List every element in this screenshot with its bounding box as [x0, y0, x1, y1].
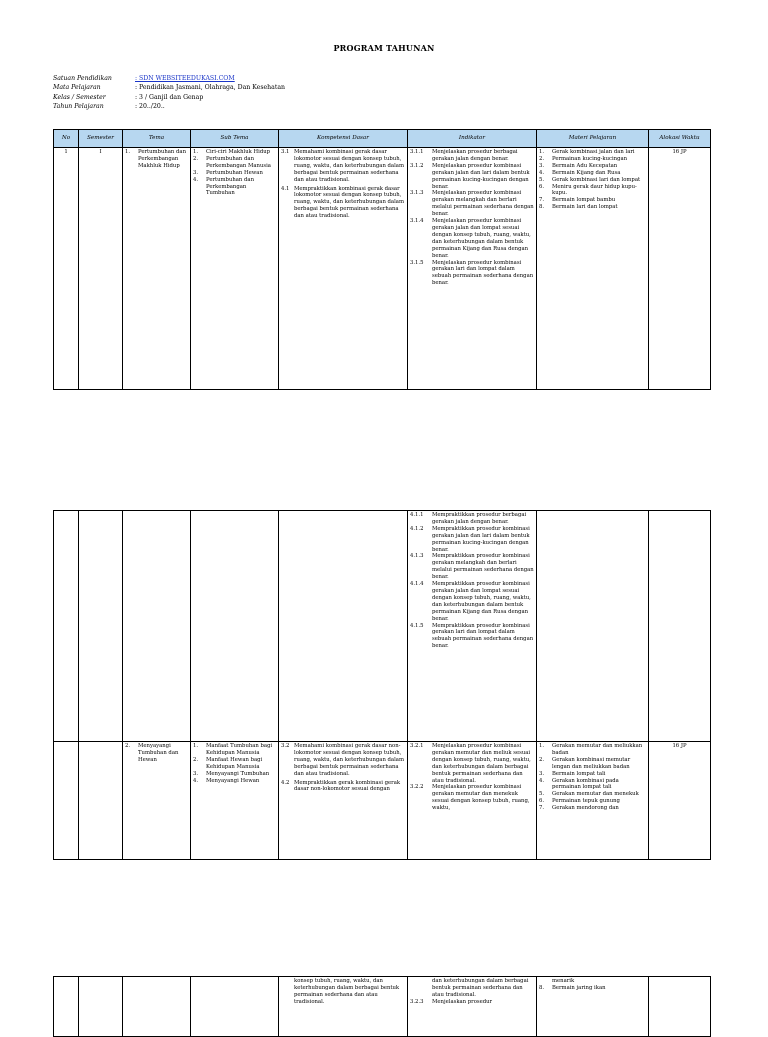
item-text: Manfaat Tumbuhan bagi Kehidupan Manusia: [206, 743, 273, 756]
list-item: [410, 260, 534, 288]
item-number: 3.2.1: [410, 743, 424, 749]
item-text: Menjelaskan prosedur kombinasi gerakan lari dan lompat dalam sebuah permainan sederhana dengan benar.: [432, 259, 534, 287]
item-number: [539, 978, 552, 985]
list-item: [539, 197, 646, 204]
cell-tema: [123, 511, 191, 742]
list-item: [281, 743, 405, 778]
item-text: Menjelaskan prosedur kombinasi gerakan memutar dan menekuk sesuai dengan konsep tubuh, ruang, waktu,: [432, 784, 530, 812]
item-number: 3.1.5: [410, 259, 424, 266]
cell-tema: [123, 977, 191, 1037]
list-item: [410, 218, 534, 259]
header-tema: Tema: [123, 130, 191, 148]
list-item: [539, 771, 646, 778]
list-item: [410, 163, 534, 191]
item-number: 4.: [539, 169, 545, 176]
cell-kompetensi: [279, 148, 408, 390]
item-text: Gerakan kombinasi memutar lengan dan meliukkan badan: [552, 756, 631, 770]
item-number: 5.: [539, 791, 545, 798]
item-text: Bermain Kijang dan Rusa: [552, 169, 621, 176]
item-number: 8.: [539, 204, 545, 211]
item-text: Menjelaskan prosedur: [432, 998, 493, 1005]
item-number: 3.2.3: [410, 998, 424, 1005]
cell-no: [54, 511, 79, 742]
item-number: 3.: [539, 162, 545, 169]
cell-kompetensi: [279, 742, 408, 860]
item-number: 4.1.2: [410, 525, 424, 532]
item-number: 3.1.3: [410, 190, 424, 197]
header-indikator: Indikator: [408, 130, 537, 148]
list-item: [410, 784, 534, 812]
tema-number: 1.: [125, 149, 131, 155]
item-number: 6.: [539, 183, 545, 190]
cell-alokasi: [649, 511, 711, 742]
item-text: Meniru gerak daur hidup kupu-kupu.: [552, 183, 637, 197]
item-text: Gerak kombinasi lari dan lompat: [552, 176, 641, 183]
list-item: [410, 743, 534, 784]
item-number: 3.: [193, 169, 199, 176]
info-label: Mata Pelajaran: [53, 84, 101, 92]
item-number: [410, 978, 432, 999]
list-item: [539, 791, 646, 798]
item-number: 4.2: [281, 779, 290, 786]
cell-subtema: [191, 148, 279, 390]
item-number: 4.: [539, 777, 545, 784]
item-text: dan keterhubungan dalam berbagai bentuk permainan sederhana dan atau tradisional.: [432, 978, 529, 998]
list-item: [539, 204, 646, 211]
list-item: [539, 163, 646, 170]
list-item: [410, 190, 534, 218]
info-value: : 20../20..: [135, 103, 165, 111]
item-text: Pertumbuhan dan Perkembangan Manusia: [206, 155, 271, 169]
list-item: [539, 743, 646, 757]
item-text: Bermain lompat bambu: [552, 197, 616, 204]
program-table-3: [53, 976, 711, 1037]
header-semester: Semester: [79, 130, 123, 148]
cell-semester: [79, 742, 123, 860]
info-row-satuan: [53, 74, 285, 83]
item-text: Bermain lari dan lompat: [552, 204, 618, 211]
cell-materi: [537, 511, 649, 742]
item-number: 2.: [539, 155, 545, 162]
item-number: [281, 978, 294, 1006]
cell-kompetensi: [279, 511, 408, 742]
item-text: Mempraktikkan gerak kombinasi gerak dasar non-lokomotor sesuai dengan: [294, 779, 401, 793]
list-item: [193, 771, 276, 778]
item-number: 1.: [193, 743, 199, 749]
item-number: 3.1: [281, 149, 290, 155]
list-item: [410, 581, 534, 622]
header-subtema: Sub Tema: [191, 130, 279, 148]
item-text: Gerakan kombinasi pada permainan lompat tali: [552, 777, 619, 791]
list-item: [410, 512, 534, 526]
list-item: [539, 156, 646, 163]
cell-indikator: [408, 511, 537, 742]
cell-subtema: [191, 511, 279, 742]
list-item: [410, 978, 534, 999]
cell-materi: [537, 742, 649, 860]
item-text: Memahami kombinasi gerak dasar lokomotor sesuai dengan konsep tubuh, ruang, waktu, dan keterhubungan dalam berbagai bentuk permainan sederhana dan atau tradisional.: [294, 149, 404, 183]
info-row-kelas: [53, 93, 285, 102]
item-text: Mempraktikkan prosedur berbagai gerakan jalan dengan benar.: [432, 512, 527, 525]
cell-indikator: [408, 148, 537, 390]
header-kompetensi: Kompetensi Dasar: [279, 130, 408, 148]
item-text: Gerak kombinasi jalan dan lari: [552, 149, 635, 155]
item-text: Menjelaskan prosedur kombinasi gerakan memutar dan meliuk sesuai dengan konsep tubuh, ruang, waktu, dan keterhubungan dalam berbagai bentuk permainan sederhana dan atau tradisional.: [432, 743, 531, 784]
item-text: Menyayangi Tumbuhan: [206, 770, 270, 777]
table-row: [54, 511, 711, 742]
cell-semester: [79, 511, 123, 742]
list-item: [539, 778, 646, 792]
list-item: [539, 757, 646, 771]
list-item: [193, 757, 276, 771]
item-text: Permainan kucing-kucingan: [552, 155, 628, 162]
item-text: Bermain jaring ikan: [552, 984, 606, 991]
item-text: Gerakan memutar dan meliukkan badan: [552, 743, 643, 756]
info-label: Satuan Pendidikan: [53, 75, 112, 82]
item-number: 3.1.2: [410, 162, 424, 169]
item-text: Menjelaskan prosedur kombinasi gerakan jalan dan lari dalam bentuk permainan kucing-kucingan dengan benar.: [432, 162, 530, 190]
item-number: 3.: [539, 770, 545, 777]
list-item: [539, 798, 646, 805]
cell-alokasi: [649, 977, 711, 1037]
item-text: Memahami kombinasi gerak dasar non-lokomotor sesuai dengan konsep tubuh, ruang, waktu, dan keterhubungan dalam berbagai bentuk permainan sederhana dan atau tradisional.: [294, 743, 404, 777]
item-text: Mempraktikkan prosedur kombinasi gerakan melangkah dan berlari melalui permainan sederhana dengan benar.: [432, 553, 534, 581]
header-no: No: [54, 130, 79, 148]
item-text: Manfaat Hewan bagi Kehidupan Manusia: [206, 756, 263, 770]
list-item: [539, 177, 646, 184]
cell-materi: [537, 977, 649, 1037]
item-text: konsep tubuh, ruang, waktu, dan keterhubungan dalam berbagai bentuk permainan sederhana dan atau tradisional.: [294, 978, 400, 1005]
item-number: 5.: [539, 176, 545, 183]
cell-tema: [123, 148, 191, 390]
cell-no: [54, 977, 79, 1037]
list-item: [539, 805, 646, 812]
document-info: [53, 74, 285, 112]
list-item: [410, 149, 534, 163]
item-text: Mempraktikkan prosedur kombinasi gerakan jalan dan lompat sesuai dengan konsep tubuh, ruang, waktu, dan keterhubungan dalam bentuk permainan Kijang dan Rusa dengan benar.: [432, 581, 531, 622]
list-item: [539, 184, 646, 198]
header-alokasi: Alokasi Waktu: [649, 130, 711, 148]
header-materi: Materi Pelajaran: [537, 130, 649, 148]
cell-kompetensi: [279, 977, 408, 1037]
tema-text: Menyayangi Tumbuhan dan Hewan: [138, 743, 179, 763]
item-text: Pertumbuhan dan Perkembangan Tumbuhan: [206, 176, 254, 197]
item-number: 3.2: [281, 743, 290, 749]
list-item: [410, 623, 534, 651]
list-item: [410, 553, 534, 581]
cell-tema: [123, 742, 191, 860]
item-number: 2.: [539, 756, 545, 763]
item-number: 2.: [193, 155, 199, 162]
info-label: Tahun Pelajaran: [53, 103, 104, 111]
cell-indikator: [408, 742, 537, 860]
list-item: [193, 156, 276, 170]
item-number: 8.: [539, 984, 545, 991]
list-item: [281, 978, 405, 1006]
cell-subtema: [191, 977, 279, 1037]
list-item: [193, 170, 276, 177]
item-text: Mempraktikkan kombinasi gerak dasar lokomotor sesuai dengan konsep tubuh, ruang, waktu, dan keterhubungan dalam berbagai bentuk permainan sederhana dan atau tradisional.: [294, 185, 404, 220]
item-text: Mempraktikkan prosedur kombinasi gerakan lari dan lompat dalam sebuah permainan sederhana dengan benar.: [432, 622, 534, 650]
cell-semester: [79, 977, 123, 1037]
item-text: Mempraktikkan prosedur kombinasi gerakan jalan dan lari dalam bentuk permainan kucing-kucingan dengan benar.: [432, 525, 530, 553]
info-row-mapel: [53, 83, 285, 92]
item-number: 4.1.5: [410, 622, 424, 629]
item-number: 3.2.2: [410, 784, 424, 791]
program-table-1: [53, 129, 711, 390]
item-text: Menjelaskan prosedur kombinasi gerakan melangkah dan berlari melalui permainan sederhana dengan benar.: [432, 190, 534, 218]
item-text: Ciri-ciri Makhluk Hidup: [206, 149, 271, 155]
list-item: [539, 978, 646, 985]
item-text: Bermain Adu Kecepatan: [552, 162, 618, 169]
item-number: 6.: [539, 798, 545, 805]
list-item: [539, 170, 646, 177]
item-text: Permainan tepuk gunung: [552, 798, 620, 805]
list-item: [193, 149, 276, 156]
school-link[interactable]: : SDN WEBSITEEDUKASI.COM: [135, 75, 235, 82]
cell-indikator: [408, 977, 537, 1037]
cell-alokasi: 16 JP: [649, 742, 711, 860]
program-table-2: [53, 510, 711, 860]
item-number: 4.1.3: [410, 553, 424, 560]
item-number: 7.: [539, 805, 545, 812]
table-row: [54, 148, 711, 390]
cell-semester: I: [79, 148, 123, 390]
info-value: : 3 / Ganjil dan Genap: [135, 93, 204, 101]
item-number: 1.: [193, 149, 199, 155]
info-row-tahun: [53, 102, 285, 111]
info-label: Kelas / Semester: [53, 93, 106, 101]
cell-materi: [537, 148, 649, 390]
table-row: [54, 977, 711, 1037]
item-number: 4.: [193, 777, 199, 784]
item-text: menarik: [552, 978, 575, 984]
cell-alokasi: 16 JP: [649, 148, 711, 390]
item-number: 1.: [539, 149, 545, 155]
table-row: [54, 742, 711, 860]
item-text: Menjelaskan prosedur kombinasi gerakan jalan dan lompat sesuai dengan konsep tubuh, ruang, waktu, dan keterhubungan dalam bentuk permainan Kijang dan Rusa dengan benar.: [432, 218, 531, 259]
header-row: [54, 130, 711, 148]
list-item: [193, 177, 276, 198]
item-number: 2.: [193, 756, 199, 763]
list-item: [410, 526, 534, 554]
list-item: [539, 985, 646, 992]
item-number: 4.1.4: [410, 581, 424, 588]
cell-no: [54, 742, 79, 860]
item-number: 4.1: [281, 185, 290, 192]
item-number: 1.: [539, 743, 545, 749]
list-item: [539, 149, 646, 156]
info-value: : Pendidikan Jasmani, Olahraga, Dan Kesehatan: [135, 84, 285, 92]
item-text: Menyayangi Hewan: [206, 777, 260, 784]
item-text: Menjelaskan prosedur berbagai gerakan jalan dengan benar.: [432, 149, 518, 162]
list-item: [281, 780, 405, 794]
item-text: Gerakan mendorong dan: [552, 805, 619, 812]
item-number: 7.: [539, 197, 545, 204]
item-number: 3.1.1: [410, 149, 424, 155]
list-item: [410, 999, 534, 1006]
list-item: [281, 186, 405, 221]
item-number: 4.: [193, 176, 199, 183]
cell-subtema: [191, 742, 279, 860]
tema-number: 2.: [125, 743, 131, 749]
list-item: [193, 743, 276, 757]
tema-text: Pertumbuhan dan Perkembangan Makhluk Hidup: [138, 149, 186, 169]
document-title: PROGRAM TAHUNAN: [333, 43, 435, 53]
item-text: Bermain lompat tali: [552, 770, 606, 777]
item-number: 3.: [193, 770, 199, 777]
item-text: Gerakan memutar dan menekuk: [552, 791, 639, 798]
item-number: 3.1.4: [410, 218, 424, 225]
list-item: [281, 149, 405, 184]
list-item: [193, 778, 276, 785]
cell-no: 1: [54, 148, 79, 390]
item-text: Pertumbuhan Hewan: [206, 169, 263, 176]
item-number: 4.1.1: [410, 512, 424, 518]
